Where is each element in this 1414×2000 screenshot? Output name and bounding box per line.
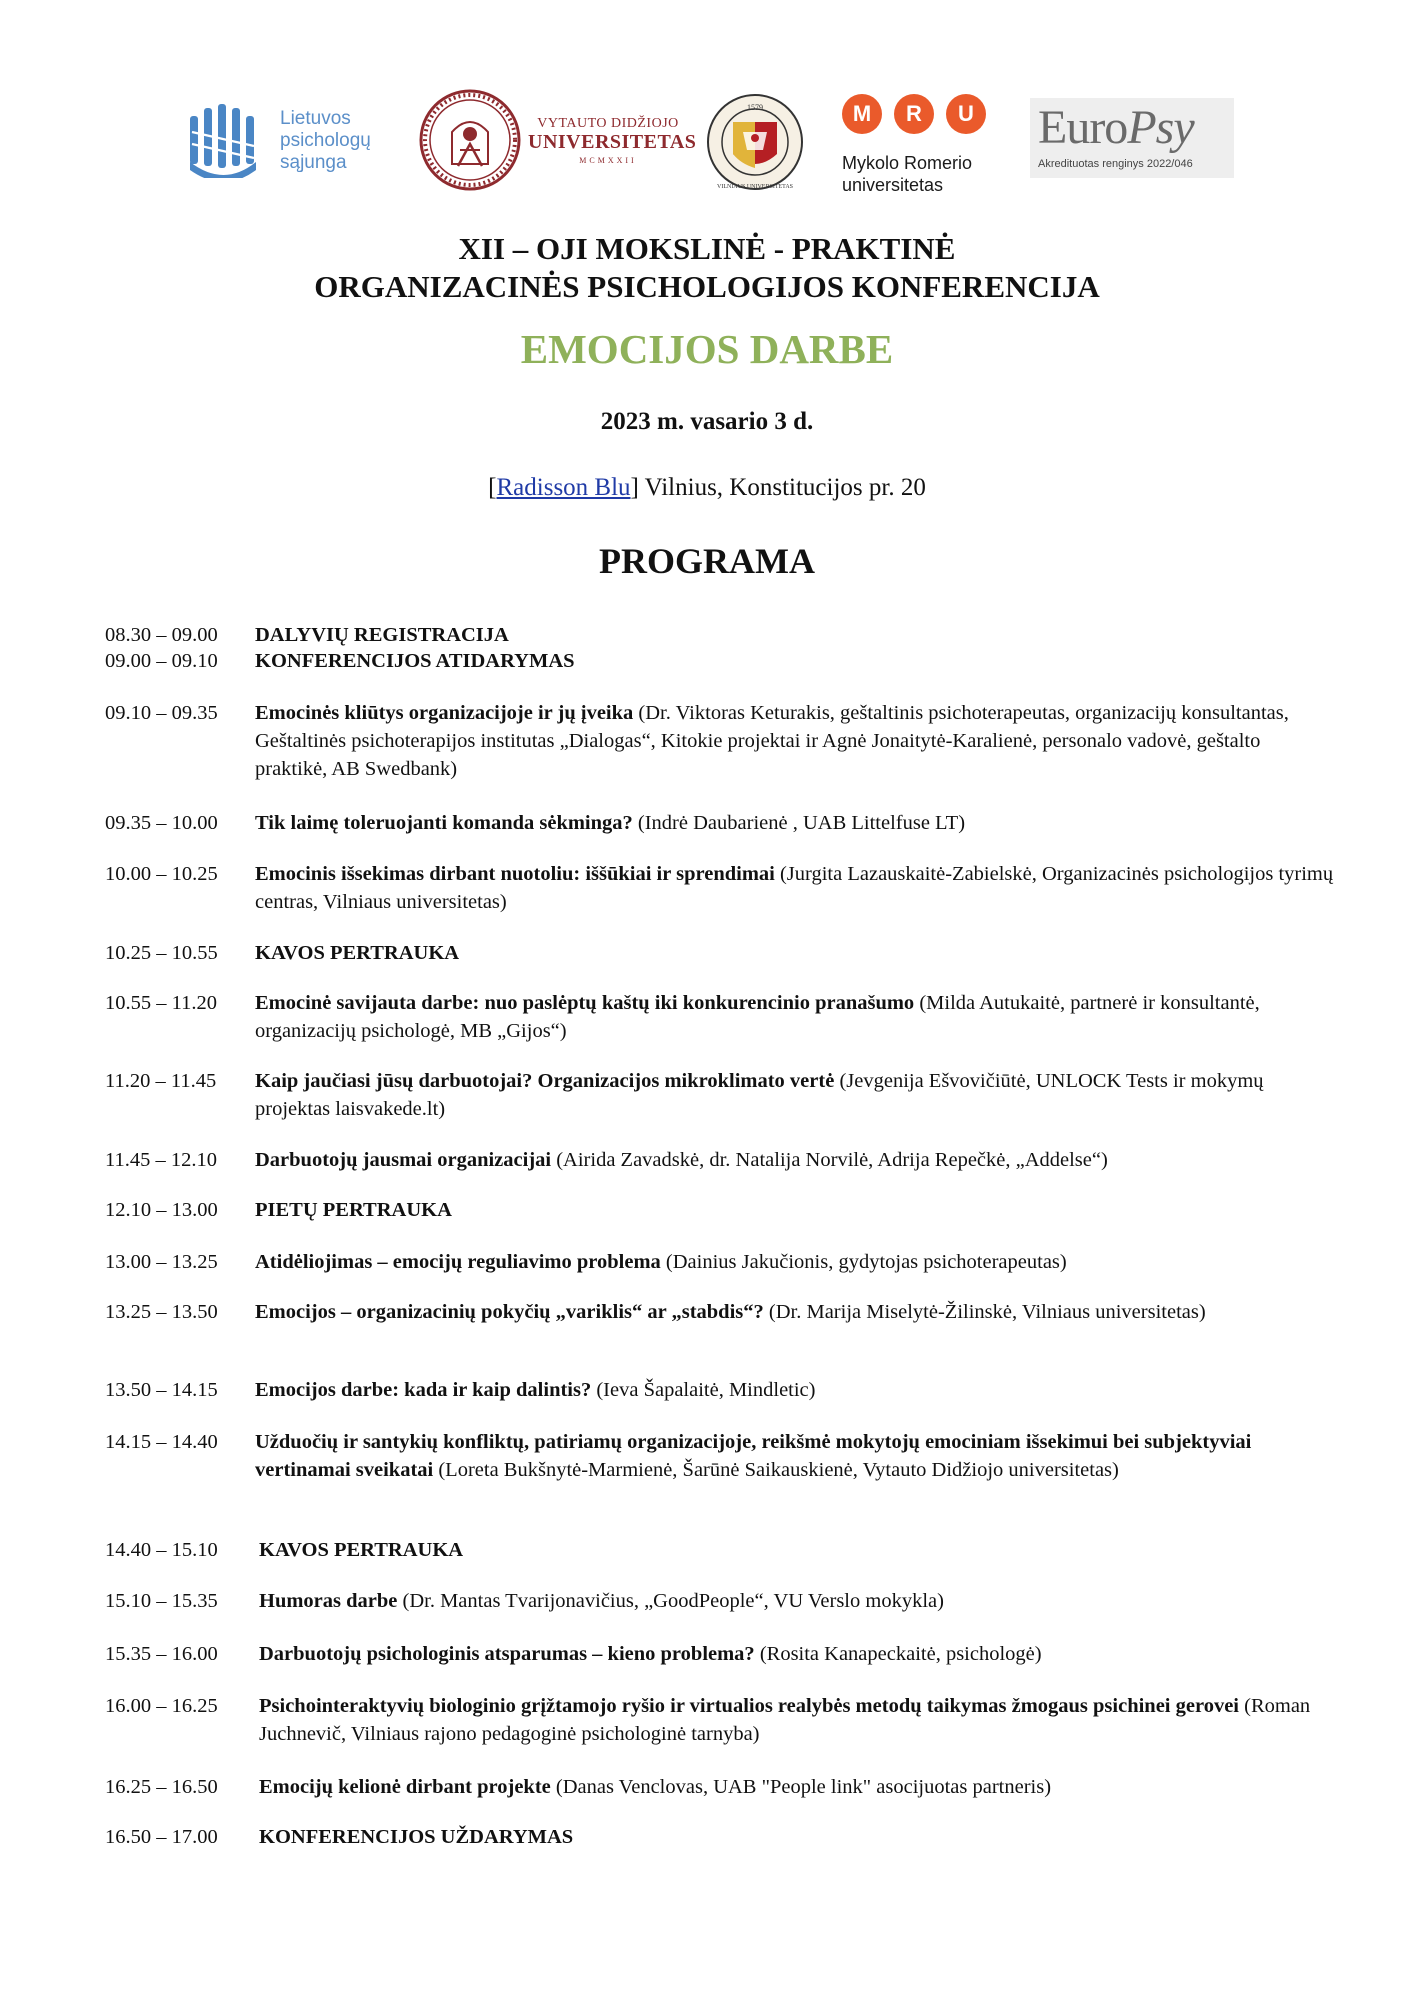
schedule-time: 12.10 – 13.00 — [105, 1199, 218, 1221]
schedule-title: Emocinis išsekimas dirbant nuotoliu: iššūkiai ir sprendimai — [255, 863, 775, 885]
schedule-time: 16.00 – 16.25 — [105, 1695, 218, 1717]
schedule-title: Darbuotojų jausmai organizacijai — [255, 1149, 552, 1171]
vu-logo — [705, 88, 805, 198]
schedule-time: 10.25 – 10.55 — [105, 942, 218, 964]
mru-logo — [842, 94, 1002, 206]
schedule-title: Tik laimę toleruojanti komanda sėkminga? — [255, 812, 633, 834]
schedule-desc — [259, 1773, 1335, 1801]
schedule-desc — [259, 1587, 1335, 1615]
schedule-time: 15.10 – 15.35 — [105, 1590, 218, 1612]
schedule-title: Užduočių ir santykių konfliktų, patiriamų organizacijoje, reikšmė mokytojų emociniam išsekimui bei subjektyviai vertinamai sveikatai — [255, 1431, 1252, 1481]
schedule-time: 13.00 – 13.25 — [105, 1251, 218, 1273]
schedule-desc — [255, 1067, 1335, 1123]
lps-logo — [188, 96, 400, 186]
schedule-desc — [255, 1428, 1335, 1484]
schedule-title: Emocijų kelionė dirbant projekte — [259, 1776, 551, 1798]
schedule-desc — [259, 1823, 1335, 1851]
schedule-time: 10.00 – 10.25 — [105, 863, 218, 885]
schedule-title: Atidėliojimas – emocijų reguliavimo problema — [255, 1251, 661, 1273]
schedule-time: 09.00 – 09.10 — [105, 650, 218, 672]
europsy-word-b: Psy — [1127, 101, 1194, 154]
schedule-title: KAVOS PERTRAUKA — [259, 1539, 464, 1561]
schedule-title: Emocinė savijauta darbe: nuo paslėptų kaštų iki konkurencinio pranašumo — [255, 992, 915, 1014]
schedule-time: 13.50 – 14.15 — [105, 1379, 218, 1401]
venue-address: Vilnius, Konstitucijos pr. 20 — [638, 474, 926, 501]
schedule-time: 16.50 – 17.00 — [105, 1826, 218, 1848]
schedule-title: KAVOS PERTRAUKA — [255, 942, 460, 964]
logo-strip — [0, 88, 1414, 208]
venue-bracket-open: [ — [488, 474, 497, 501]
schedule-title: DALYVIŲ REGISTRACIJA — [255, 624, 509, 646]
schedule-desc — [255, 939, 1335, 967]
schedule-desc — [255, 1196, 1335, 1224]
schedule-title: Kaip jaučiasi jūsų darbuotojai? Organizacijos mikroklimato vertė — [255, 1070, 835, 1092]
lps-text-line3: sąjunga — [280, 152, 347, 173]
lps-text-line2: psichologų — [280, 130, 371, 151]
schedule-time: 08.30 – 09.00 — [105, 624, 218, 646]
venue — [0, 474, 1414, 502]
vdu-seal-icon — [418, 88, 522, 192]
conference-date: 2023 m. vasario 3 d. — [600, 408, 814, 435]
schedule-desc — [255, 809, 1335, 837]
vu-seal-icon — [705, 88, 805, 198]
vdu-logo — [418, 88, 697, 198]
schedule-desc — [255, 860, 1335, 916]
schedule-details: (Milda Autukaitė, partnerė ir konsultantė, organizacijų psichologė, MB „Gijos“) — [255, 992, 1260, 1042]
mru-name-line1: Mykolo Romerio — [842, 153, 973, 173]
schedule-details: (Dr. Mantas Tvarijonavičius, „GoodPeople“, VU Verslo mokykla) — [397, 1590, 944, 1612]
schedule-details: (Dr. Viktoras Keturakis, geštaltinis psichoterapeutas, organizacijų konsultantas, Geštaltinės psichoterapijos institutas „Dialogas“, Kitokie projektai ir Agnė Jonaitytė-Karalienė, personalo vadovė, geštalto praktikė, AB Swedbank) — [255, 702, 1289, 780]
vu-year: 1579 — [747, 103, 763, 112]
schedule-desc — [255, 621, 1335, 649]
vdu-text-line1: VYTAUTO DIDŽIOJO — [537, 116, 679, 131]
schedule-title: KONFERENCIJOS ATIDARYMAS — [255, 650, 575, 672]
program-heading: PROGRAMA — [599, 541, 815, 581]
schedule-details: (Jurgita Lazauskaitė-Zabielskė, Organizacinės psichologijos tyrimų centras, Vilniaus universitetas) — [255, 863, 1334, 913]
schedule-details: (Rosita Kanapeckaitė, psichologė) — [754, 1643, 1042, 1665]
vdu-text-line3: MCMXXII — [579, 156, 637, 165]
schedule-title: PIETŲ PERTRAUKA — [255, 1199, 452, 1221]
schedule-desc — [255, 1146, 1335, 1174]
mru-name-line2: universitetas — [842, 175, 944, 195]
conference-title-line1: XII – OJI MOKSLINĖ - PRAKTINĖ — [458, 231, 956, 266]
schedule-desc — [255, 1376, 1335, 1404]
schedule-title: Psichointeraktyvių biologinio grįžtamojo ryšio ir virtualios realybės metodų taikymas žmogaus psichinei gerovei — [259, 1695, 1239, 1717]
lps-text-line1: Lietuvos — [280, 108, 351, 129]
schedule-time: 15.35 – 16.00 — [105, 1643, 218, 1665]
mru-letter-m: M — [842, 94, 882, 134]
schedule-details: (Roman Juchnevič, Vilniaus rajono pedagoginė psichologinė tarnyba) — [259, 1695, 1311, 1745]
europsy-word-a: Euro — [1038, 101, 1128, 154]
schedule-title: Humoras darbe — [259, 1590, 398, 1612]
schedule-title: Emocijos – organizacinių pokyčių „variklis“ ar „stabdis“? — [255, 1301, 764, 1323]
venue-bracket-close: ] — [630, 474, 639, 501]
schedule-title: Emocijos darbe: kada ir kaip dalintis? — [255, 1379, 592, 1401]
schedule-desc — [255, 989, 1335, 1045]
venue-link[interactable]: Radisson Blu — [496, 474, 631, 501]
schedule-desc — [255, 647, 1335, 675]
schedule-title: KONFERENCIJOS UŽDARYMAS — [259, 1826, 574, 1848]
conference-title-line2: ORGANIZACINĖS PSICHOLOGIJOS KONFERENCIJA — [314, 269, 1100, 304]
vu-ring-text: VILNIAUS UNIVERSITETAS — [716, 184, 794, 190]
schedule-details: (Indrė Daubarienė , UAB Littelfuse LT) — [632, 812, 966, 834]
schedule-details: (Loreta Bukšnytė-Marmienė, Šarūnė Saikauskienė, Vytauto Didžiojo universitetas) — [433, 1459, 1119, 1481]
schedule-desc — [255, 1248, 1335, 1276]
lps-emblem-icon — [188, 102, 260, 178]
mru-letter-r: R — [894, 94, 934, 134]
schedule-time: 09.35 – 10.00 — [105, 812, 218, 834]
schedule-desc — [255, 699, 1335, 783]
vdu-text-line2: UNIVERSITETAS — [528, 131, 697, 153]
europsy-logo — [1030, 98, 1234, 178]
schedule-title: Emocinės kliūtys organizacijoje ir jų įveika — [255, 702, 634, 724]
schedule-desc — [255, 1298, 1335, 1326]
schedule-desc — [259, 1692, 1335, 1748]
schedule-time: 11.45 – 12.10 — [105, 1149, 217, 1171]
europsy-accreditation: Akredituotas renginys 2022/046 — [1038, 158, 1193, 170]
conference-theme: EMOCIJOS DARBE — [520, 326, 894, 372]
schedule-details: (Airida Zavadskė, dr. Natalija Norvilė, Adrija Repečkė, „Addelse“) — [551, 1149, 1108, 1171]
schedule-time: 10.55 – 11.20 — [105, 992, 217, 1014]
schedule-time: 16.25 – 16.50 — [105, 1776, 218, 1798]
schedule-time: 14.40 – 15.10 — [105, 1539, 218, 1561]
schedule-time: 14.15 – 14.40 — [105, 1431, 218, 1453]
schedule-details: (Ieva Šapalaitė, Mindletic) — [591, 1379, 816, 1401]
schedule-details: (Jevgenija Ešvovičiūtė, UNLOCK Tests ir mokymų projektas laisvakede.lt) — [255, 1070, 1264, 1120]
schedule-details: (Dr. Marija Miselytė-Žilinskė, Vilniaus universitetas) — [763, 1301, 1206, 1323]
schedule-details: (Dainius Jakučionis, gydytojas psichoterapeutas) — [660, 1251, 1067, 1273]
schedule-time: 11.20 – 11.45 — [105, 1070, 217, 1092]
mru-letter-u: U — [946, 94, 986, 134]
schedule-desc — [259, 1536, 1335, 1564]
schedule-details: (Danas Venclovas, UAB "People link" asocijuotas partneris) — [550, 1776, 1052, 1798]
schedule-title: Darbuotojų psichologinis atsparumas – kieno problema? — [259, 1643, 755, 1665]
schedule-time: 09.10 – 09.35 — [105, 702, 218, 724]
schedule-time: 13.25 – 13.50 — [105, 1301, 218, 1323]
schedule-desc — [259, 1640, 1335, 1668]
